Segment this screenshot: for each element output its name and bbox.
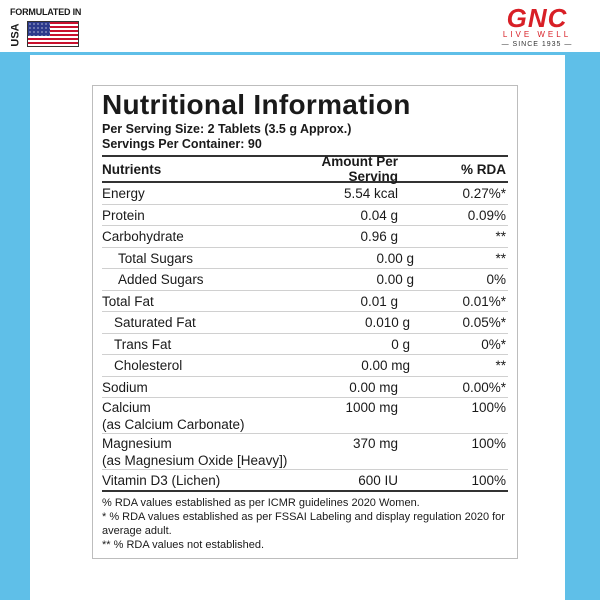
nutrient-amount: 0 g [391,336,410,352]
nutrient-amount: 1000 mg [345,400,398,415]
nutrient-name: Calcium [102,400,151,415]
header-nutrient: Nutrients [102,161,162,177]
table-row [102,205,508,227]
nutrient-name: Magnesium [102,436,172,451]
nutrient-amount: 370 mg [352,436,398,451]
nutrient-name: Sodium [102,379,148,395]
nutrient-rda: ** [495,250,506,266]
nutrient-rda: 100% [471,473,506,488]
gnc-tagline: LIVE WELL [502,30,572,39]
table-row [102,226,508,248]
usa-text: USA [9,23,22,47]
nutrient-name: Cholesterol [114,358,183,373]
nutrient-rda: 0%* [481,336,506,352]
nutrient-amount: 0.96 g [360,229,398,244]
footnote-icmr: % RDA values established as per ICMR guidelines 2020 Women. [102,496,420,509]
top-banner [0,0,600,52]
nutrient-rda: ** [495,229,506,244]
serving-size: Per Serving Size: 2 Tablets (3.5 g Approx.) [102,122,352,136]
nutrient-rda: 100% [471,400,506,415]
gnc-since: — SINCE 1935 — [501,41,573,48]
nutrient-name: Carbohydrate [102,229,184,244]
nutrient-rda: 0.09% [467,207,506,223]
nutrient-amount: 0.010 g [364,315,410,330]
nutrient-amount: 5.54 kcal [343,186,398,201]
nutrient-name: Added Sugars [118,272,204,287]
nutrient-rda: 0.05%* [462,315,506,330]
nutrient-amount: 0.00 mg [361,358,410,373]
nutrition-label [92,85,518,559]
nutrient-rda: 0% [486,272,506,287]
nutrient-name: Vitamin D3 (Lichen) [102,473,221,488]
nutrient-rda: 0.00%* [462,379,506,395]
nutrient-name: Protein [102,207,145,223]
nutrient-rda: 100% [471,436,506,451]
nutrient-name: Total Fat [102,293,154,309]
table-row [102,334,508,356]
nutrient-amount: 0.00 mg [349,379,398,395]
footnote-fssai: * % RDA values established as per FSSAI Labeling and display regulation 2020 for average adult. [102,510,505,537]
nutrient-amount: 0.00 g [376,272,414,287]
table-row [102,248,508,270]
nutrient-amount: 600 IU [358,473,398,488]
nutrient-rda: ** [495,358,506,373]
header-amount: Amount Per Serving [321,154,398,184]
formulated-in-text: FORMULATED IN [10,7,82,17]
nutrient-rda: 0.01%* [462,293,506,309]
label-panel [30,55,565,600]
table-row [102,291,508,313]
table-row [102,434,508,470]
nutrient-rda: 0.27%* [462,186,506,201]
header-rda: % RDA [460,161,506,177]
footnotes [102,492,508,558]
nutrient-name: Saturated Fat [114,315,196,330]
nutrient-name: Total Sugars [118,250,194,266]
table-row [102,470,508,492]
table-header [102,154,508,184]
table-row [102,377,508,399]
servings-per-container: Servings Per Container: 90 [102,137,262,151]
table-row [102,312,508,334]
table-row [102,398,508,434]
label-title: Nutritional Information [102,89,411,120]
gnc-logo [492,3,582,50]
nutrient-name: Trans Fat [114,336,172,352]
table-row [102,355,508,377]
nutrient-source: (as Calcium Carbonate) [102,417,245,432]
nutrient-amount: 0.01 g [360,293,398,309]
nutrient-name: Energy [102,186,145,201]
table-row [102,269,508,291]
formulated-in-usa-badge [10,7,80,47]
table-row [102,183,508,205]
gnc-logo-text: GNC [506,3,568,33]
footnote-not-established: ** % RDA values not established. [102,538,265,551]
nutrient-amount: 0.00 g [376,250,414,266]
usa-flag-icon [27,21,79,47]
nutrient-source: (as Magnesium Oxide [Heavy]) [102,453,288,468]
nutrient-amount: 0.04 g [360,207,398,223]
